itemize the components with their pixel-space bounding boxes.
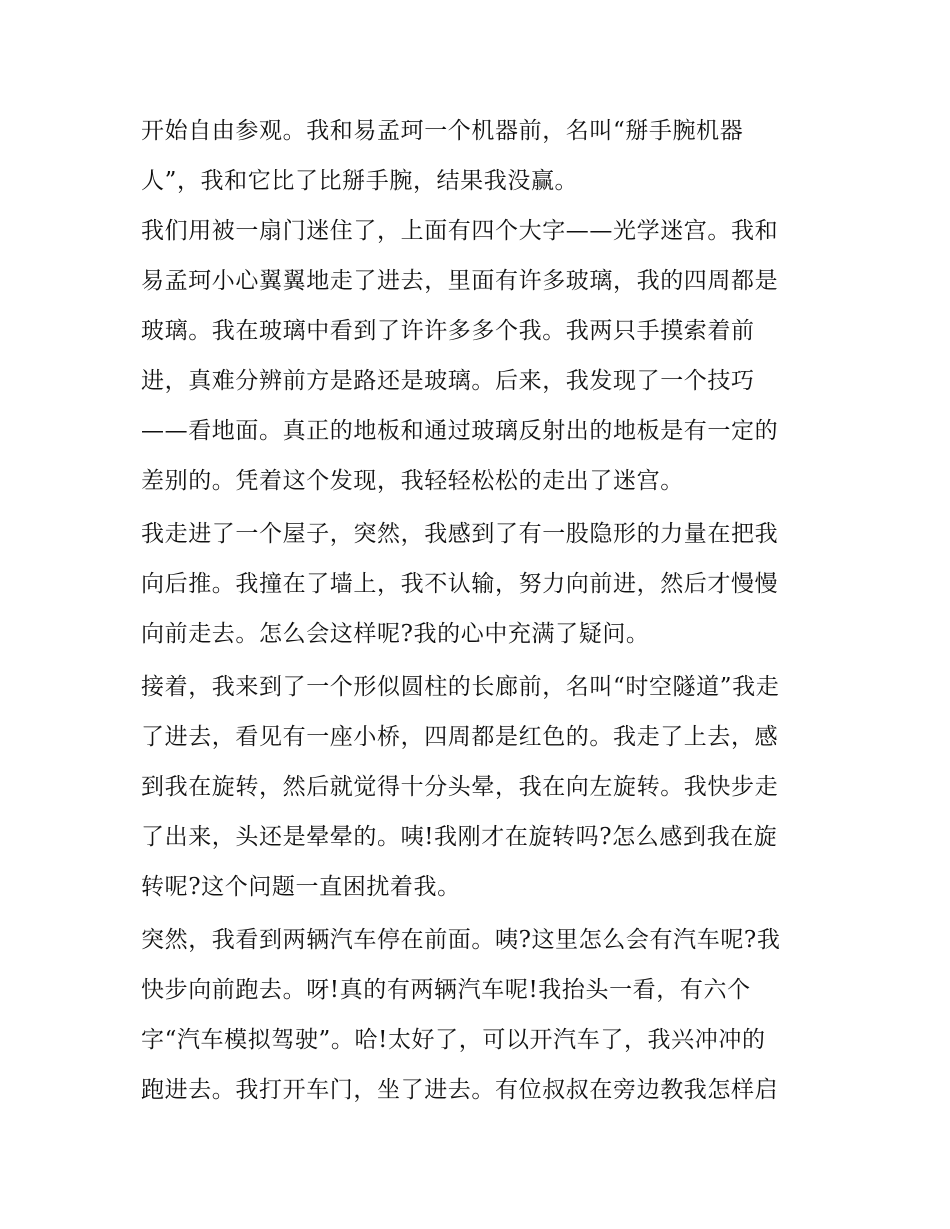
text-line: 开始自由参观。我和易孟珂一个机器前，名叫“掰手腕机器 [141, 118, 744, 144]
text-line: 突然，我看到两辆汽车停在前面。咦?这里怎么会有汽车呢?我 [141, 927, 781, 953]
text-line: 我走进了一个屋子，突然，我感到了有一股隐形的力量在把我 [141, 521, 779, 547]
text-line: 跑进去。我打开车门，坐了进去。有位叔叔在旁边教我怎样启 [141, 1077, 779, 1103]
text-line: 快步向前跑去。呀!真的有两辆汽车呢!我抬头一看，有六个 [141, 977, 751, 1003]
text-line: 玻璃。我在玻璃中看到了许许多多个我。我两只手摸索着前 [141, 318, 755, 344]
text-line: 差别的。凭着这个发现，我轻轻松松的走出了迷宫。 [141, 468, 684, 494]
text-line: 字“汽车模拟驾驶”。哈!太好了，可以开汽车了，我兴冲冲的 [141, 1027, 766, 1053]
text-line: 转呢?这个问题一直困扰着我。 [141, 874, 461, 900]
text-line: 到我在旋转，然后就觉得十分头晕，我在向左旋转。我快步走 [141, 774, 779, 800]
text-line: 向前走去。怎么会这样呢?我的心中充满了疑问。 [141, 621, 650, 647]
text-line: 了进去，看见有一座小桥，四周都是红色的。我走了上去，感 [141, 724, 779, 750]
text-line: ——看地面。真正的地板和通过玻璃反射出的地板是有一定的 [141, 418, 779, 444]
text-line: 了出来，头还是晕晕的。咦!我刚才在旋转吗?怎么感到我在旋 [141, 824, 778, 850]
text-line: 人”，我和它比了比掰手腕，结果我没赢。 [141, 168, 579, 194]
text-line: 进，真难分辨前方是路还是玻璃。后来，我发现了一个技巧 [141, 368, 755, 394]
text-line: 我们用被一扇门迷住了，上面有四个大字——光学迷宫。我和 [141, 218, 779, 244]
text-line: 接着，我来到了一个形似圆柱的长廊前，名叫“时空隧道”我走 [141, 674, 780, 700]
text-line: 向后推。我撞在了墙上，我不认输，努力向前进，然后才慢慢 [141, 571, 779, 597]
text-line: 易孟珂小心翼翼地走了进去，里面有许多玻璃，我的四周都是 [141, 268, 779, 294]
